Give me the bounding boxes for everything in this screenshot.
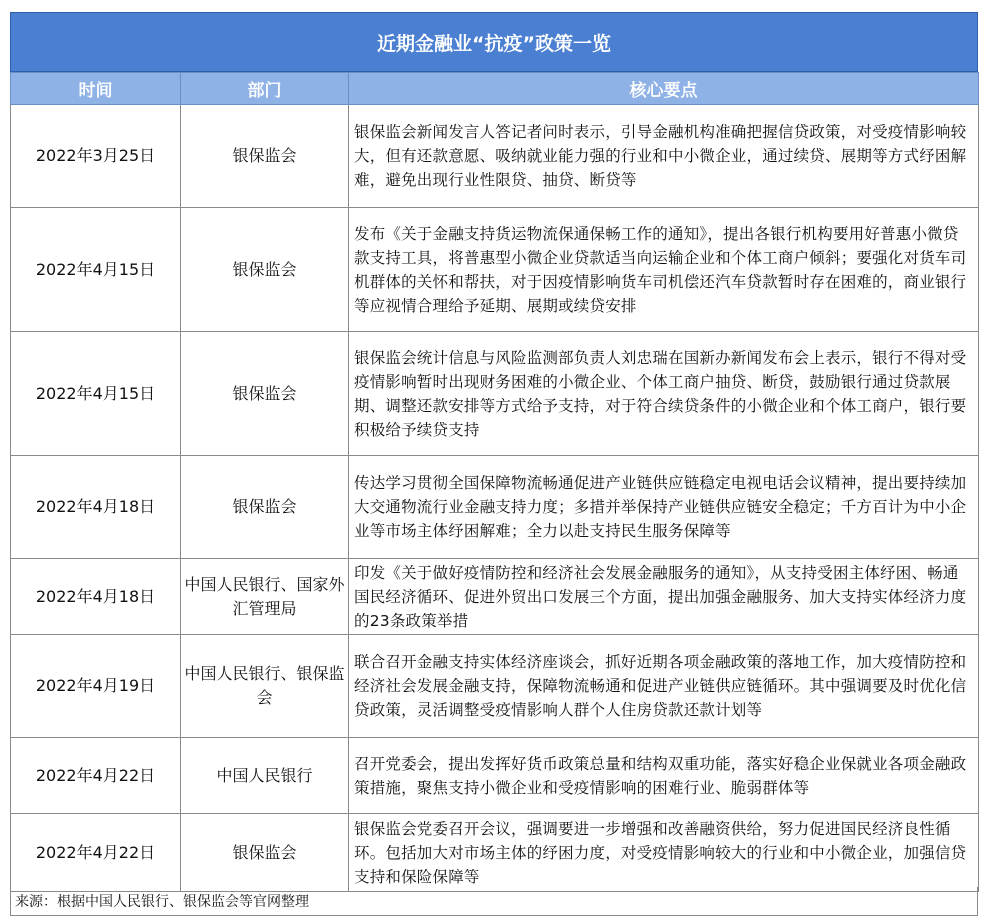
date-cell: 2022年4月15日 xyxy=(11,332,181,456)
date-cell: 2022年4月22日 xyxy=(11,814,181,892)
dept-cell: 中国人民银行、银保监会 xyxy=(181,635,349,738)
dept-cell: 中国人民银行 xyxy=(181,738,349,814)
point-cell: 银保监会新闻发言人答记者问时表示，引导金融机构准确把握信贷政策，对受疫情影响较大，但有还款意愿、吸纳就业能力强的行业和中小微企业，通过续贷、展期等方式纾困解难，避免出现行业性限贷、抽贷、断贷等 xyxy=(349,105,979,208)
header-dept: 部门 xyxy=(181,73,349,105)
table-row xyxy=(11,814,979,892)
point-cell: 传达学习贯彻全国保障物流畅通促进产业链供应链稳定电视电话会议精神，提出要持续加大交通物流行业金融支持力度；多措并举保持产业链供应链安全稳定；千方百计为中小企业等市场主体纾困解难；全力以赴支持民生服务保障等 xyxy=(349,456,979,559)
table-row xyxy=(11,738,979,814)
date-cell: 2022年4月18日 xyxy=(11,559,181,635)
dept-cell: 银保监会 xyxy=(181,814,349,892)
point-cell: 印发《关于做好疫情防控和经济社会发展金融服务的通知》，从支持受困主体纾困、畅通国民经济循环、促进外贸出口发展三个方面，提出加强金融服务、加大支持实体经济力度的23条政策举措 xyxy=(349,559,979,635)
table-row xyxy=(11,332,979,456)
dept-cell: 银保监会 xyxy=(181,105,349,208)
date-cell: 2022年4月19日 xyxy=(11,635,181,738)
source-note: 来源：根据中国人民银行、银保监会等官网整理 xyxy=(10,887,978,916)
point-cell: 银保监会党委召开会议，强调要进一步增强和改善融资供给，努力促进国民经济良性循环。包括加大对市场主体的纾困力度，对受疫情影响较大的行业和中小微企业，加强信贷支持和保险保障等 xyxy=(349,814,979,892)
table-row xyxy=(11,559,979,635)
date-cell: 2022年4月15日 xyxy=(11,208,181,332)
date-cell: 2022年4月18日 xyxy=(11,456,181,559)
date-cell: 2022年4月22日 xyxy=(11,738,181,814)
dept-cell: 银保监会 xyxy=(181,208,349,332)
header-row xyxy=(11,73,979,105)
point-cell: 联合召开金融支持实体经济座谈会，抓好近期各项金融政策的落地工作，加大疫情防控和经济社会发展金融支持，保障物流畅通和促进产业链供应链循环。其中强调要及时优化信贷政策，灵活调整受疫情影响人群个人住房贷款还款计划等 xyxy=(349,635,979,738)
header-date: 时间 xyxy=(11,73,181,105)
point-cell: 召开党委会，提出发挥好货币政策总量和结构双重功能，落实好稳企业保就业各项金融政策措施，聚焦支持小微企业和受疫情影响的困难行业、脆弱群体等 xyxy=(349,738,979,814)
point-cell: 发布《关于金融支持货运物流保通保畅工作的通知》，提出各银行机构要用好普惠小微贷款支持工具，将普惠型小微企业贷款适当向运输企业和个体工商户倾斜；要强化对货车司机群体的关怀和帮扶，对于因疫情影响货车司机偿还汽车贷款暂时存在困难的，商业银行等应视情合理给予延期、展期或续贷安排 xyxy=(349,208,979,332)
policy-table-frame xyxy=(10,12,978,916)
policy-table xyxy=(10,72,979,892)
table-title: 近期金融业“抗疫”政策一览 xyxy=(10,12,978,72)
table-row xyxy=(11,105,979,208)
point-cell: 银保监会统计信息与风险监测部负责人刘忠瑞在国新办新闻发布会上表示，银行不得对受疫情影响暂时出现财务困难的小微企业、个体工商户抽贷、断贷，鼓励银行通过贷款展期、调整还款安排等方式给予支持，对于符合续贷条件的小微企业和个体工商户，银行要积极给予续贷支持 xyxy=(349,332,979,456)
date-cell: 2022年3月25日 xyxy=(11,105,181,208)
table-row xyxy=(11,208,979,332)
dept-cell: 银保监会 xyxy=(181,456,349,559)
dept-cell: 银保监会 xyxy=(181,332,349,456)
dept-cell: 中国人民银行、国家外汇管理局 xyxy=(181,559,349,635)
header-points: 核心要点 xyxy=(349,73,979,105)
table-row xyxy=(11,456,979,559)
table-row xyxy=(11,635,979,738)
